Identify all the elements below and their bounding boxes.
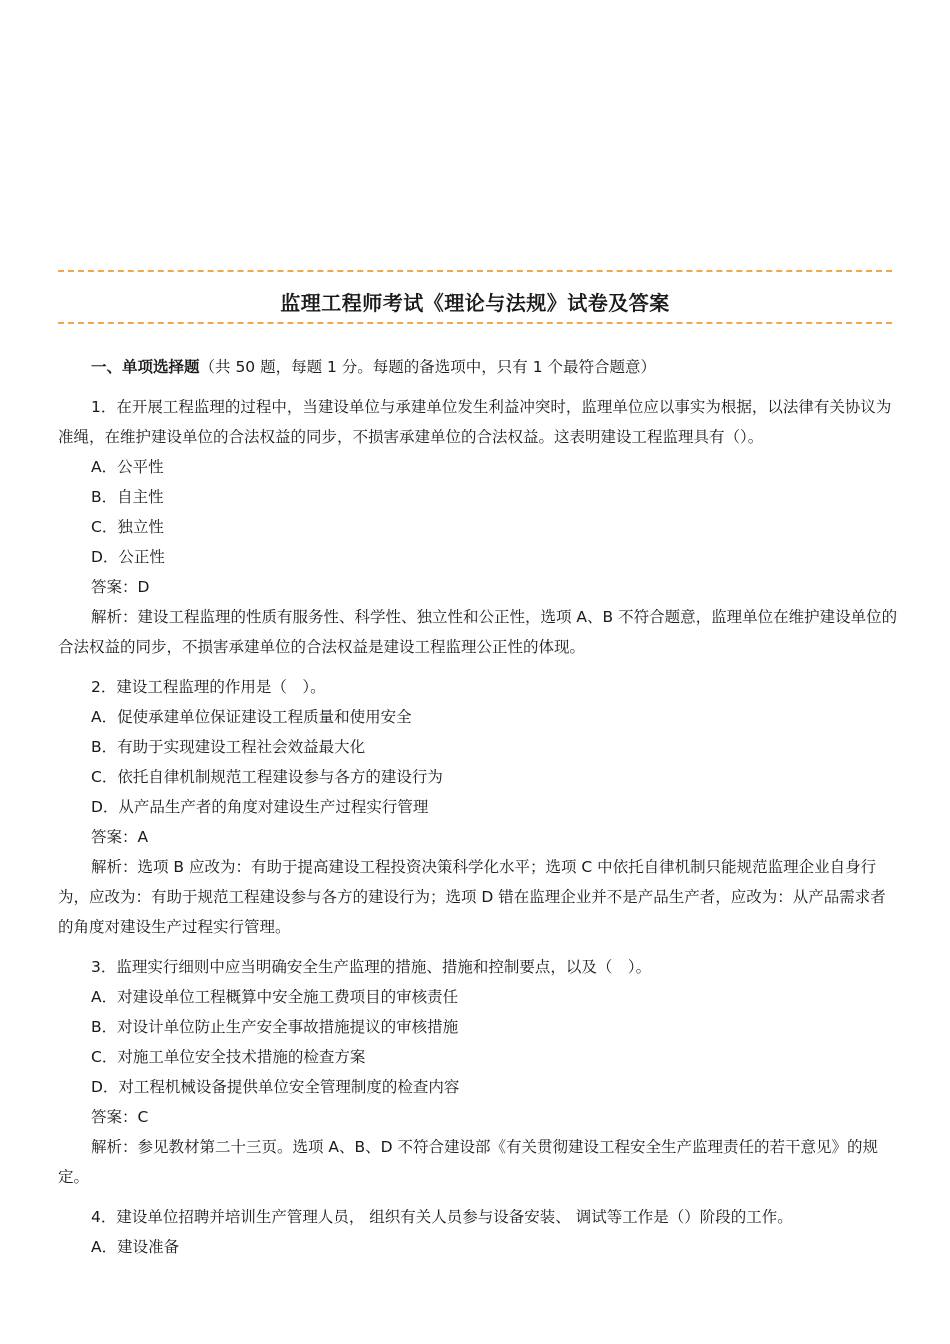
bottom-dashed-divider <box>58 322 892 324</box>
question-option: B．有助于实现建设工程社会效益最大化 <box>91 738 366 756</box>
question-analysis: 解析：选项 B 应改为：有助于提高建设工程投资决策科学化水平；选项 C 中依托自律机制只能规范监理企业自身行为，应改为：有助于规范工程建设参与各方的建设行为；选项 D 错在监理企业并不是产品生产者，应改为：从产品需求者的角度对建设生产过程实行管理。 <box>58 858 886 936</box>
question-option: A．建设准备 <box>91 1238 180 1256</box>
question-block <box>58 392 898 662</box>
section-heading <box>58 352 898 382</box>
question-stem: 4．建设单位招聘并培训生产管理人员， 组织有关人员参与设备安装、 调试等工作是（）阶段的工作。 <box>91 1208 793 1226</box>
question-option: C．对施工单位安全技术措施的检查方案 <box>91 1048 366 1066</box>
question-option: A．促使承建单位保证建设工程质量和使用安全 <box>91 708 412 726</box>
question-option: D．从产品生产者的角度对建设生产过程实行管理 <box>91 798 429 816</box>
top-dashed-divider <box>58 270 892 272</box>
question-option: D．对工程机械设备提供单位安全管理制度的检查内容 <box>91 1078 460 1096</box>
question-option: C．独立性 <box>91 518 164 536</box>
question-analysis: 解析：参见教材第二十三页。选项 A、B、D 不符合建设部《有关贯彻建设工程安全生产监理责任的若干意见》的规定。 <box>58 1138 879 1186</box>
question-block <box>58 1202 898 1262</box>
question-option: C．依托自律机制规范工程建设参与各方的建设行为 <box>91 768 443 786</box>
question-block <box>58 952 898 1192</box>
question-analysis: 解析：建设工程监理的性质有服务性、科学性、独立性和公正性，选项 A、B 不符合题意，监理单位在维护建设单位的合法权益的同步，不损害承建单位的合法权益是建设工程监理公正性的体现。 <box>58 608 898 656</box>
document-content <box>58 352 898 1272</box>
question-option: B．自主性 <box>91 488 164 506</box>
question-answer: 答案：A <box>91 828 149 846</box>
question-option: B．对设计单位防止生产安全事故措施提议的审核措施 <box>91 1018 459 1036</box>
question-option: A．公平性 <box>91 458 164 476</box>
question-option: D．公正性 <box>91 548 165 566</box>
section-title: 一、单项选择题 <box>91 358 200 376</box>
question-block <box>58 672 898 942</box>
question-stem: 3．监理实行细则中应当明确安全生产监理的措施、措施和控制要点，以及（ ）。 <box>91 958 652 976</box>
question-answer: 答案：D <box>91 578 150 596</box>
question-stem: 2．建设工程监理的作用是（ ）。 <box>91 678 326 696</box>
section-note: （共 50 题，每题 1 分。每题的备选项中，只有 1 个最符合题意） <box>199 358 657 376</box>
question-stem: 1．在开展工程监理的过程中，当建设单位与承建单位发生利益冲突时，监理单位应以事实为根据，以法律有关协议为准绳，在维护建设单位的合法权益的同步，不损害承建单位的合法权益。这表明建设工程监理具有（）。 <box>58 398 892 446</box>
document-title: 监理工程师考试《理论与法规》试卷及答案 <box>280 291 670 315</box>
question-answer: 答案：C <box>91 1108 149 1126</box>
question-option: A．对建设单位工程概算中安全施工费项目的审核责任 <box>91 988 459 1006</box>
